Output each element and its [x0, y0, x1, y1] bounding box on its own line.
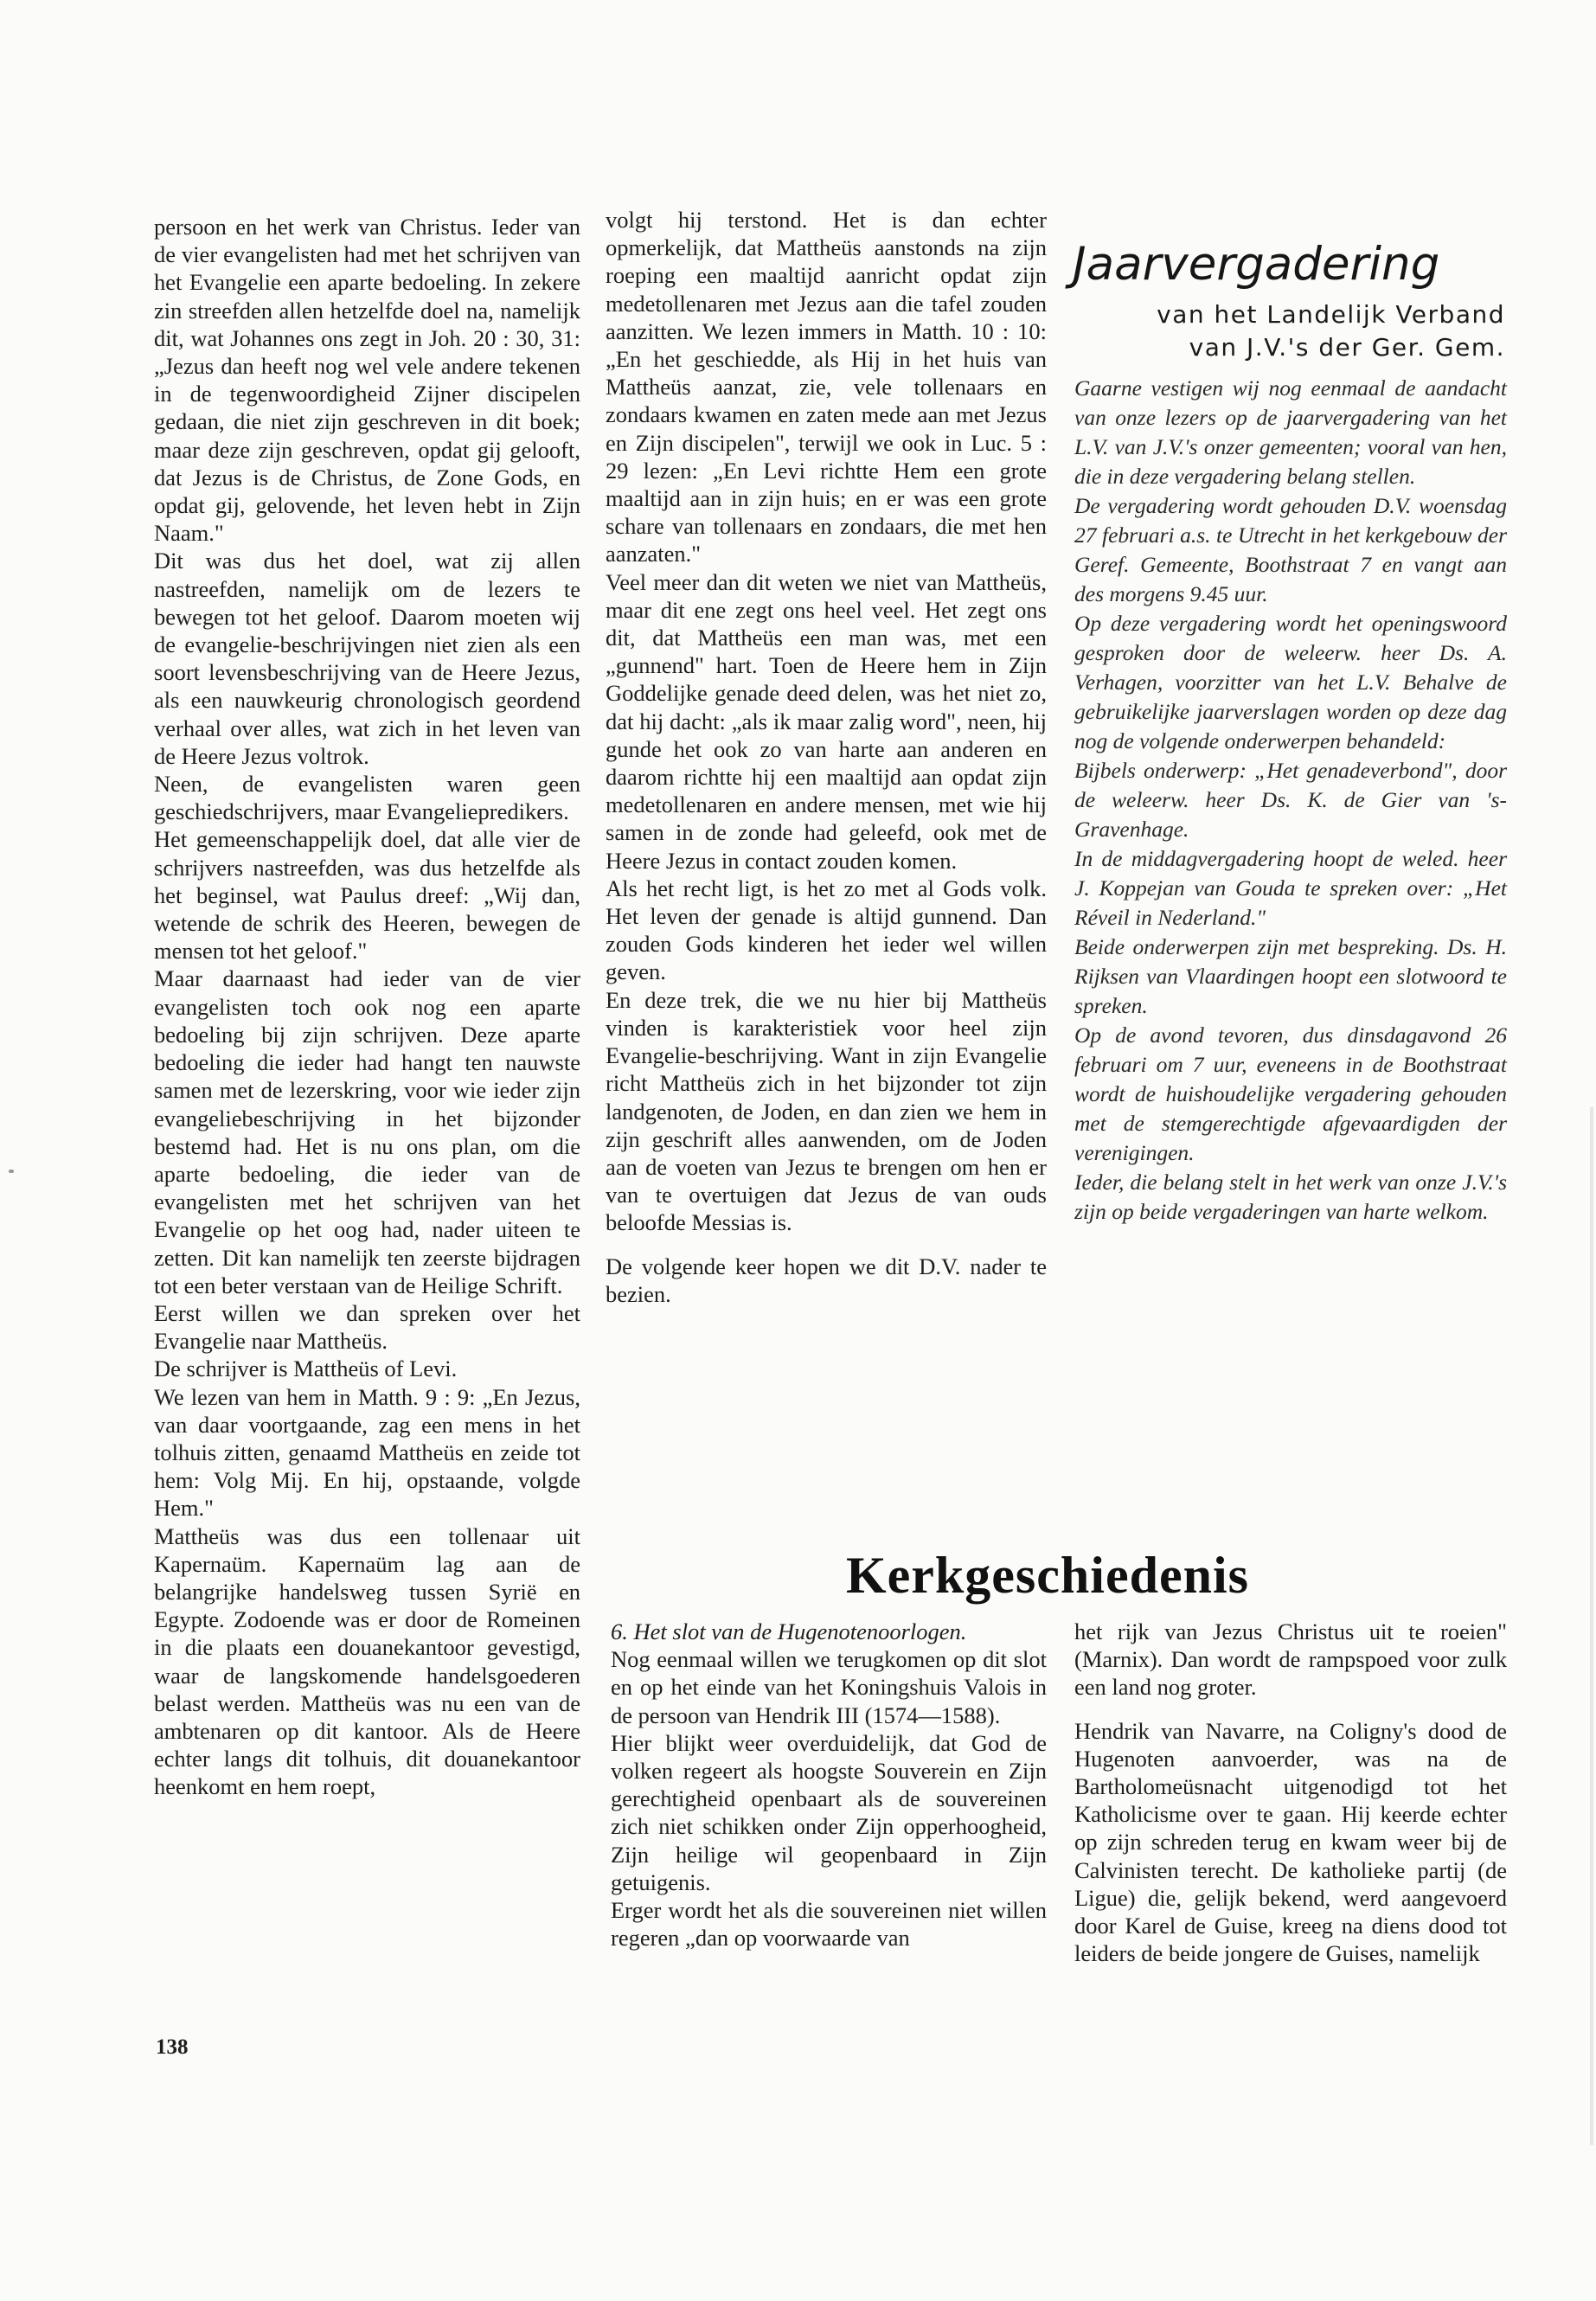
paragraph: Als het recht ligt, is het zo met al Gods volk. Het leven der genade is altijd gunnend. Dan zouden Gods kinderen het ieder wel willen geven. [606, 875, 1047, 985]
paragraph: En deze trek, die we nu hier bij Mattheüs vinden is karakteristiek voor heel zijn Evangelie-beschrijving. Want in zijn Evangelie richt Mattheüs zich in het bijzonder tot zijn landgenoten, de Joden, en dan zien we hem in zijn geschrift alles aanwenden, om de Joden aan de voeten van Jezus te brengen om hen er van te overtuigen dat Jezus de van ouds beloofde Messias is. [606, 986, 1047, 1236]
paragraph: Hier blijkt weer overduidelijk, dat God de volken regeert als hoogste Souverein en Zijn gerechtigheid openbaart als de souvereinen zich niet schikken onder Zijn opperhoogheid, Zijn heilige wil geopenbaard in Zijn getuigenis. [611, 1729, 1047, 1895]
paragraph: Beide onderwerpen zijn met bespreking. Ds. H. Rijksen van Vlaardingen hoopt een slotwoord te spreken. [1074, 934, 1507, 1018]
paragraph: We lezen van hem in Matth. 9 : 9: „En Jezus, van daar voortgaande, zag een mens in het tolhuis zitten, genaamd Mattheüs en zeide tot hem: Volg Mij. En hij, opstaande, volgde Hem." [154, 1383, 580, 1522]
article-column-1 [154, 213, 580, 1801]
paragraph: In de middagvergadering hoopt de weled. heer J. Koppejan van Gouda te spreken over: „Het Réveil in Nederland." [1074, 846, 1507, 930]
paragraph: Het gemeenschappelijk doel, dat alle vier de schrijvers nastreefden, was dus hetzelfde als het beginsel, wat Paulus dreef: „Wij dan, wetende de schrik des Heeren, bewegen de mensen tot het geloof." [154, 826, 580, 965]
jaarvergadering-subtitle [1073, 298, 1505, 364]
paragraph: Veel meer dan dit weten we niet van Mattheüs, maar dit ene zegt ons heel veel. Het zegt ons dit, dat Mattheüs een man was, met een „gunnend" hart. Toen de Heere hem in Zijn Goddelijke genade deed delen, was het niet zo, dat hij dacht: „als ik maar zalig word", neen, hij gunde het ook zo van harte aan anderen en daarom richtte hij een maaltijd aan opdat zijn medetollenaren en andere mensen, met wie hij samen in de zonde had geleefd, ook met de Heere Jezus in contact zouden komen. [606, 568, 1047, 874]
paragraph: Bijbels onderwerp: „Het genadeverbond", door de weleerw. heer Ds. K. de Gier van 's-Gravenhage. [1074, 758, 1507, 842]
page-number: 138 [156, 2035, 189, 2059]
paragraph: De vergadering wordt gehouden D.V. woensdag 27 februari a.s. te Utrecht in het kerkgebouw der Geref. Gemeente, Boothstraat 7 en vangt aan des morgens 9.45 uur. [1074, 493, 1507, 606]
paragraph: De schrijver is Mattheüs of Levi. [154, 1356, 458, 1382]
paragraph: Gaarne vestigen wij nog eenmaal de aandacht van onze lezers op de jaarvergadering van het L.V. van J.V.'s onzer gemeenten; vooral van hen, die in deze vergadering belang stellen. [1074, 375, 1507, 489]
scan-speck [9, 1170, 14, 1173]
paragraph: De volgende keer hopen we dit D.V. nader te bezien. [606, 1253, 1047, 1307]
paragraph: Neen, de evangelisten waren geen geschiedschrijvers, maar Evangeliepredikers. [154, 771, 580, 825]
paragraph: Dit was dus het doel, wat zij allen nastreefden, namelijk om de lezers te bewegen tot het geloof. Daarom moeten wij de evangelie-beschrijvingen niet zien als een soort levensbeschrijving van de Heere Jezus, als een nauwkeurig chronologisch geordend verhaal over alles, wat zich in het leven van de Heere Jezus voltrok. [154, 548, 580, 769]
paragraph: volgt hij terstond. Het is dan echter opmerkelijk, dat Mattheüs aanstonds na zijn roeping een maaltijd aanricht opdat zijn medetollenaren met Jezus aan die tafel zouden aanzitten. We lezen immers in Matth. 10 : 10: „En het geschiedde, als Hij in het huis van Mattheüs aanzat, zie, vele tollenaars en zondaars kwamen en zaten mede aan met Jezus en Zijn discipelen", terwijl we ook in Luc. 5 : 29 lezen: „En Levi richtte Hem een grote maaltijd aan in zijn huis; en er was een grote schare van tollenaars en zondaars, die met hen aanzaten." [606, 207, 1047, 567]
jaarvergadering-column [1074, 374, 1507, 1227]
paragraph: het rijk van Jezus Christus uit te roeien" (Marnix). Dan wordt de rampspoed voor zulk een land nog groter. [1074, 1618, 1507, 1701]
scan-edge-shadow [1590, 1107, 1593, 2145]
paragraph: Op de avond tevoren, dus dinsdagavond 26 februari om 7 uur, eveneens in de Boothstraat wordt de huishoudelijke vergadering gehouden met de stemgerechtigde afgevaardigden der verenigingen. [1074, 1022, 1507, 1165]
paragraph: Mattheüs was dus een tollenaar uit Kapernaüm. Kapernaüm lag aan de belangrijke handelsweg tussen Syrië en Egypte. Zodoende was er door de Romeinen in die plaats een douanekantoor gevestigd, waar de langskomende handelsgoederen belast werden. Mattheüs was nu een van de ambtenaren op dit kantoor. Als de Heere echter langs dit tolhuis, dit douanekantoor heenkomt en hem roept, [154, 1522, 580, 1800]
subtitle-line: van het Landelijk Verband [1157, 300, 1505, 329]
paragraph: Nog eenmaal willen we terugkomen op dit slot en op het einde van het Koningshuis Valois in de persoon van Hendrik III (1574—1588). [611, 1646, 1047, 1728]
paragraph: Ieder, die belang stelt in het werk van onze J.V.'s zijn op beide vergaderingen van harte welkom. [1074, 1170, 1507, 1224]
subtitle-line: van J.V.'s der Ger. Gem. [1189, 333, 1505, 362]
section-subheading: 6. Het slot van de Hugenotenoorlogen. [611, 1618, 967, 1644]
jaarvergadering-title: Jaarvergadering [1073, 238, 1440, 291]
article-column-2 [606, 206, 1047, 1308]
paragraph: Maar daarnaast had ieder van de vier evangelisten toch ook nog een aparte bedoeling bij zijn schrijven. Deze aparte bedoeling die ieder had hangt ten nauwste samen met de lezerskring, voor wie ieder zijn evangeliebeschrijving in het bijzonder bestemd had. Het is nu ons plan, om die aparte bedoeling, die ieder van de evangelisten met het schrijven van het Evangelie op het oog had, nader uiteen te zetten. Dit kan namelijk ten zeerste bijdragen tot een beter verstaan van de Heilige Schrift. [154, 965, 580, 1298]
paragraph: Eerst willen we dan spreken over het Evangelie naar Mattheüs. [154, 1299, 580, 1355]
kerkgeschiedenis-column-1 [611, 1618, 1047, 1952]
paragraph: Erger wordt het als die souvereinen niet willen regeren „dan op voorwaarde van [611, 1897, 1047, 1952]
paragraph: Hendrik van Navarre, na Coligny's dood de Hugenoten aanvoerder, was na de Bartholomeüsnacht uitgenodigd tot het Katholicisme over te gaan. Hij keerde echter op zijn schreden terug en kwam weer bij de Calvinisten terecht. De katholieke partij (de Ligue) die, gelijk bekend, werd aangevoerd door Karel de Guise, kreeg na diens dood tot leiders de beide jongere de Guises, namelijk [1074, 1717, 1507, 1967]
kerkgeschiedenis-title: Kerkgeschiedenis [846, 1547, 1249, 1604]
kerkgeschiedenis-column-2 [1074, 1618, 1507, 1967]
paragraph: Op deze vergadering wordt het openingswoord gesproken door de weleerw. heer Ds. A. Verhagen, voorzitter van het L.V. Behalve de gebruikelijke jaarverslagen worden op deze dag nog de volgende onderwerpen behandeld: [1074, 611, 1507, 753]
paragraph: persoon en het werk van Christus. Ieder van de vier evangelisten had met het schrijven van het Evangelie een aparte bedoeling. In zekere zin streefden allen hetzelfde doel na, namelijk dit, wat Johannes ons zegt in Joh. 20 : 30, 31: „Jezus dan heeft nog wel vele andere tekenen in de tegenwoordigheid Zijner discipelen gedaan, die niet zijn geschreven in dit boek; maar deze zijn geschreven, opdat gij gelooft, dat Jezus is de Christus, de Zone Gods, en opdat gij, gelovende, het leven hebt in Zijn Naam." [154, 214, 580, 547]
